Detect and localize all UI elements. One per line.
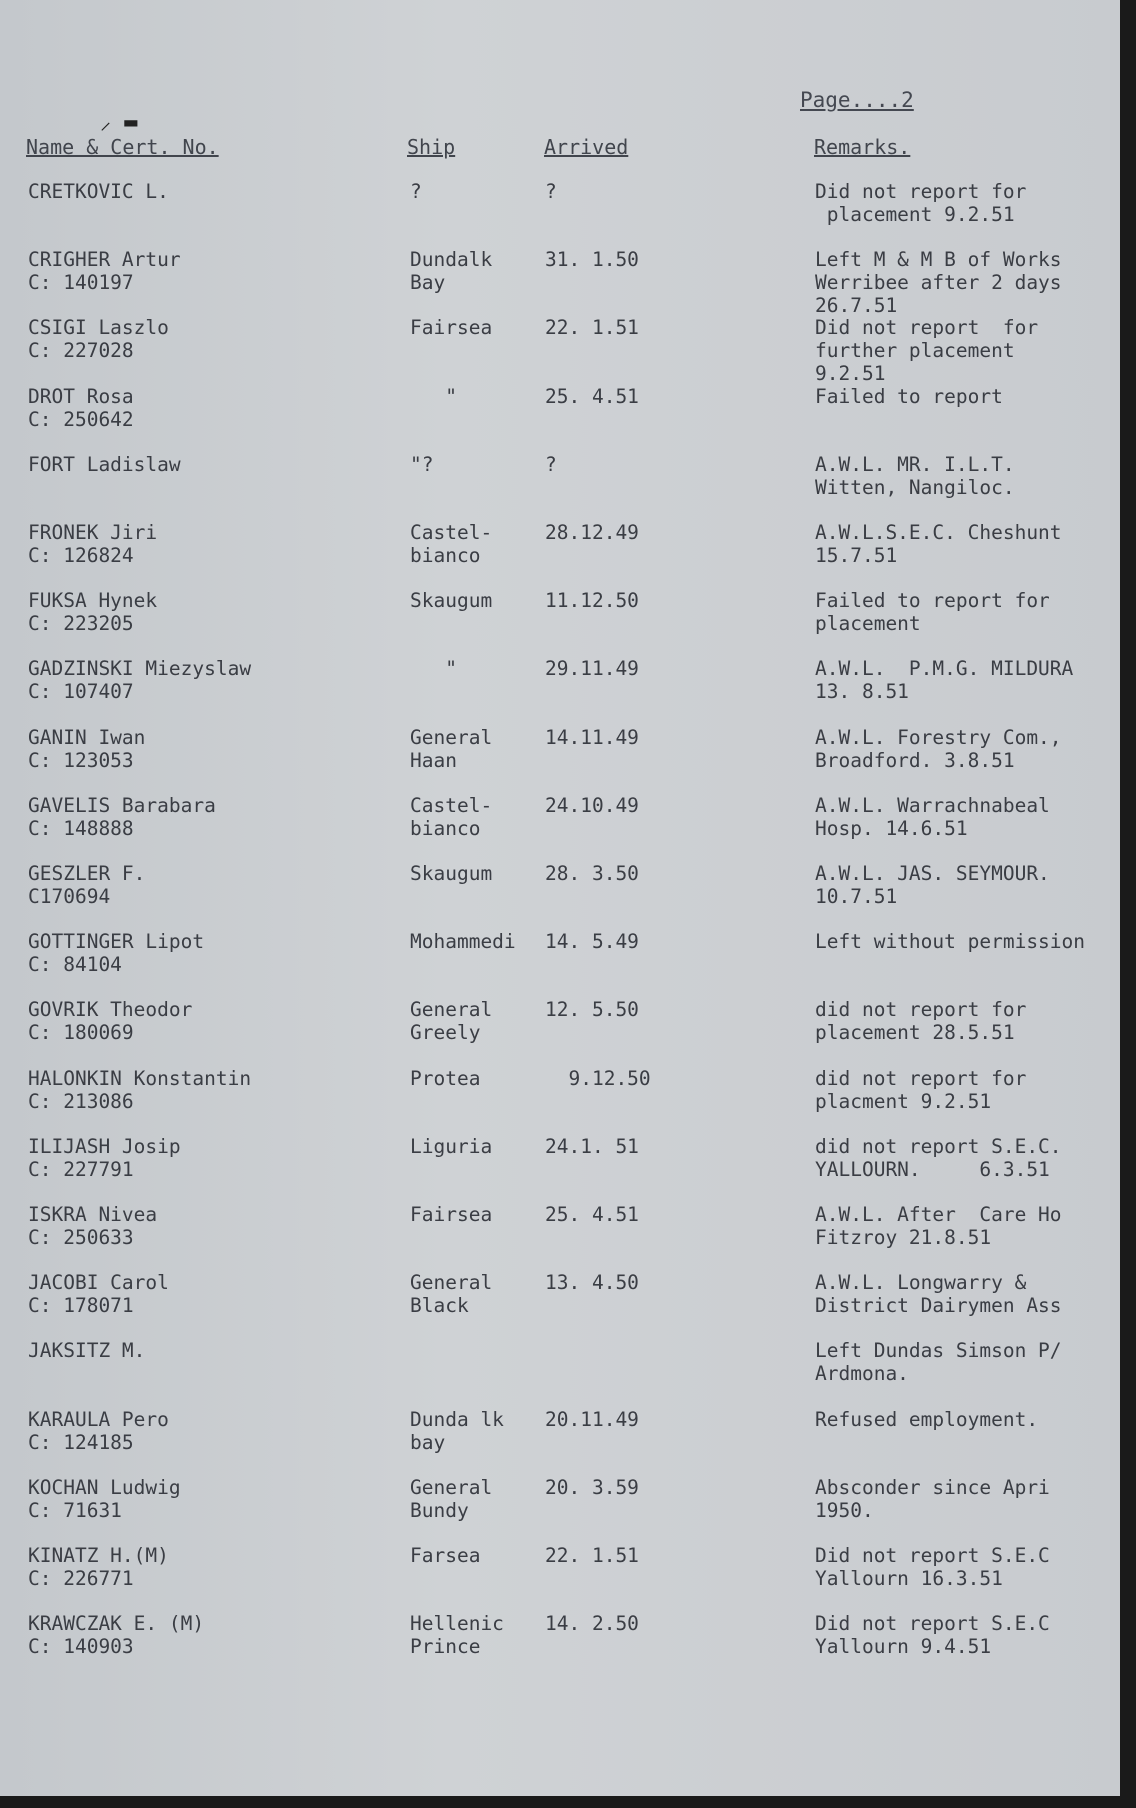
record-ship: Dunda lk bay	[410, 1407, 504, 1454]
record-name-cert: GADZINSKI Miezyslaw C: 107407	[28, 657, 252, 704]
record-name-cert: CRETKOVIC L.	[28, 180, 169, 203]
record-arrived: 14.11.49	[545, 725, 639, 749]
record-remarks: A.W.L.S.E.C. Cheshunt 15.7.51	[815, 521, 1062, 567]
record-ship: Castel- bianco	[410, 793, 493, 840]
record-name-cert: KRAWCZAK E. (M) C: 140903	[28, 1612, 205, 1659]
record-name-cert: GESZLER F. C170694	[28, 862, 146, 908]
record-name-cert: GANIN Iwan C: 123053	[28, 725, 146, 772]
record-remarks: Failed to report	[815, 384, 1003, 408]
record-arrived: 29.11.49	[545, 657, 639, 681]
record-arrived: 31. 1.50	[545, 248, 639, 272]
record-ship: "	[410, 657, 457, 681]
record-name-cert: ILIJASH Josip C: 227791	[28, 1134, 181, 1181]
record-ship: Dundalk Bay	[410, 248, 493, 295]
record-name-cert: CRIGHER Artur C: 140197	[28, 248, 181, 295]
record-name-cert: CSIGI Laszlo C: 227028	[28, 316, 169, 363]
record-name-cert: JAKSITZ M.	[28, 1339, 146, 1363]
record-remarks: Did not report S.E.C Yallourn 16.3.51	[815, 1544, 1050, 1590]
record-remarks: A.W.L. MR. I.L.T. Witten, Nangiloc.	[815, 452, 1015, 499]
record-remarks: Failed to report for placement	[815, 589, 1050, 636]
record-name-cert: GOVRIK Theodor C: 180069	[28, 998, 193, 1045]
record-ship: Hellenic Prince	[410, 1612, 504, 1659]
record-name-cert: KARAULA Pero C: 124185	[28, 1407, 169, 1454]
record-arrived: ?	[545, 452, 557, 476]
record-arrived: 24.1. 51	[545, 1134, 639, 1158]
record-remarks: Did not report for further placement 9.2.51	[815, 316, 1039, 386]
record-name-cert: KINATZ H.(M) C: 226771	[28, 1544, 169, 1590]
record-remarks: Refused employment.	[815, 1407, 1039, 1431]
header-remarks: Remarks.	[814, 135, 911, 159]
record-arrived: 9.12.50	[545, 1066, 651, 1090]
record-name-cert: DROT Rosa C: 250642	[28, 384, 134, 431]
record-remarks: A.W.L. Warrachnabeal Hosp. 14.6.51	[815, 793, 1050, 840]
record-ship: General Black	[410, 1271, 493, 1318]
record-remarks: did not report for placement 28.5.51	[815, 998, 1027, 1045]
record-remarks: Left M & M B of Works Werribee after 2 days 26.7.51	[815, 248, 1062, 318]
record-remarks: A.W.L. Forestry Com., Broadford. 3.8.51	[815, 725, 1062, 772]
record-remarks: Left without permission	[815, 930, 1086, 954]
record-name-cert: JACOBI Carol C: 178071	[28, 1271, 169, 1318]
record-remarks: A.W.L. P.M.G. MILDURA 13. 8.51	[815, 657, 1074, 704]
header-name: Name & Cert. No.	[26, 135, 219, 159]
record-ship: Mohammedi	[410, 930, 516, 954]
record-ship: Fairsea	[410, 1203, 493, 1226]
record-arrived: 25. 4.51	[545, 384, 639, 408]
record-remarks: did not report S.E.C. YALLOURN. 6.3.51	[815, 1134, 1062, 1181]
record-remarks: did not report for placment 9.2.51	[815, 1066, 1027, 1113]
record-arrived: 28.12.49	[545, 521, 639, 544]
record-arrived: 13. 4.50	[545, 1271, 639, 1295]
record-name-cert: GOTTINGER Lipot C: 84104	[28, 930, 205, 977]
record-arrived: 11.12.50	[545, 589, 639, 613]
record-remarks: A.W.L. Longwarry & District Dairymen Ass	[815, 1271, 1062, 1318]
record-name-cert: HALONKIN Konstantin C: 213086	[28, 1066, 252, 1113]
record-name-cert: GAVELIS Barabara C: 148888	[28, 793, 216, 840]
record-ship: Protea	[410, 1066, 481, 1090]
record-ship: Skaugum	[410, 862, 493, 885]
handwritten-mark: ⸝ ▬	[100, 110, 138, 135]
record-arrived: 14. 2.50	[545, 1612, 639, 1636]
record-ship: Fairsea	[410, 316, 493, 340]
record-name-cert: ISKRA Nivea C: 250633	[28, 1203, 158, 1249]
record-arrived: 24.10.49	[545, 793, 639, 817]
record-name-cert: KOCHAN Ludwig C: 71631	[28, 1475, 181, 1522]
record-remarks: A.W.L. After Care Ho Fitzroy 21.8.51	[815, 1203, 1062, 1249]
record-ship: Skaugum	[410, 589, 493, 613]
record-arrived: 22. 1.51	[545, 1544, 639, 1567]
record-arrived: ?	[545, 180, 557, 203]
record-name-cert: FUKSA Hynek C: 223205	[28, 589, 158, 636]
record-ship: Castel- bianco	[410, 521, 493, 567]
header-ship: Ship	[407, 135, 456, 159]
record-arrived: 25. 4.51	[545, 1203, 639, 1226]
record-ship: Liguria	[410, 1134, 493, 1158]
record-arrived: 12. 5.50	[545, 998, 639, 1022]
record-ship: General Greely	[410, 998, 493, 1045]
page-number: Page....2	[800, 88, 914, 112]
record-remarks: A.W.L. JAS. SEYMOUR. 10.7.51	[815, 862, 1050, 908]
record-arrived: 28. 3.50	[545, 862, 639, 885]
record-ship: "?	[410, 452, 434, 476]
record-remarks: Did not report for placement 9.2.51	[815, 180, 1027, 226]
record-name-cert: FRONEK Jiri C: 126824	[28, 521, 158, 567]
record-ship: Farsea	[410, 1544, 481, 1567]
record-ship: "	[410, 384, 457, 408]
record-ship: General Bundy	[410, 1475, 493, 1522]
header-arrived: Arrived	[544, 135, 629, 159]
record-ship: ?	[410, 180, 422, 203]
record-arrived: 20.11.49	[545, 1407, 639, 1431]
record-remarks: Did not report S.E.C Yallourn 9.4.51	[815, 1612, 1050, 1659]
record-remarks: Left Dundas Simson P/ Ardmona.	[815, 1339, 1062, 1386]
record-arrived: 22. 1.51	[545, 316, 639, 340]
record-name-cert: FORT Ladislaw	[28, 452, 181, 476]
record-arrived: 20. 3.59	[545, 1475, 639, 1499]
record-remarks: Absconder since Apri 1950.	[815, 1475, 1050, 1522]
record-arrived: 14. 5.49	[545, 930, 639, 954]
record-ship: General Haan	[410, 725, 493, 772]
